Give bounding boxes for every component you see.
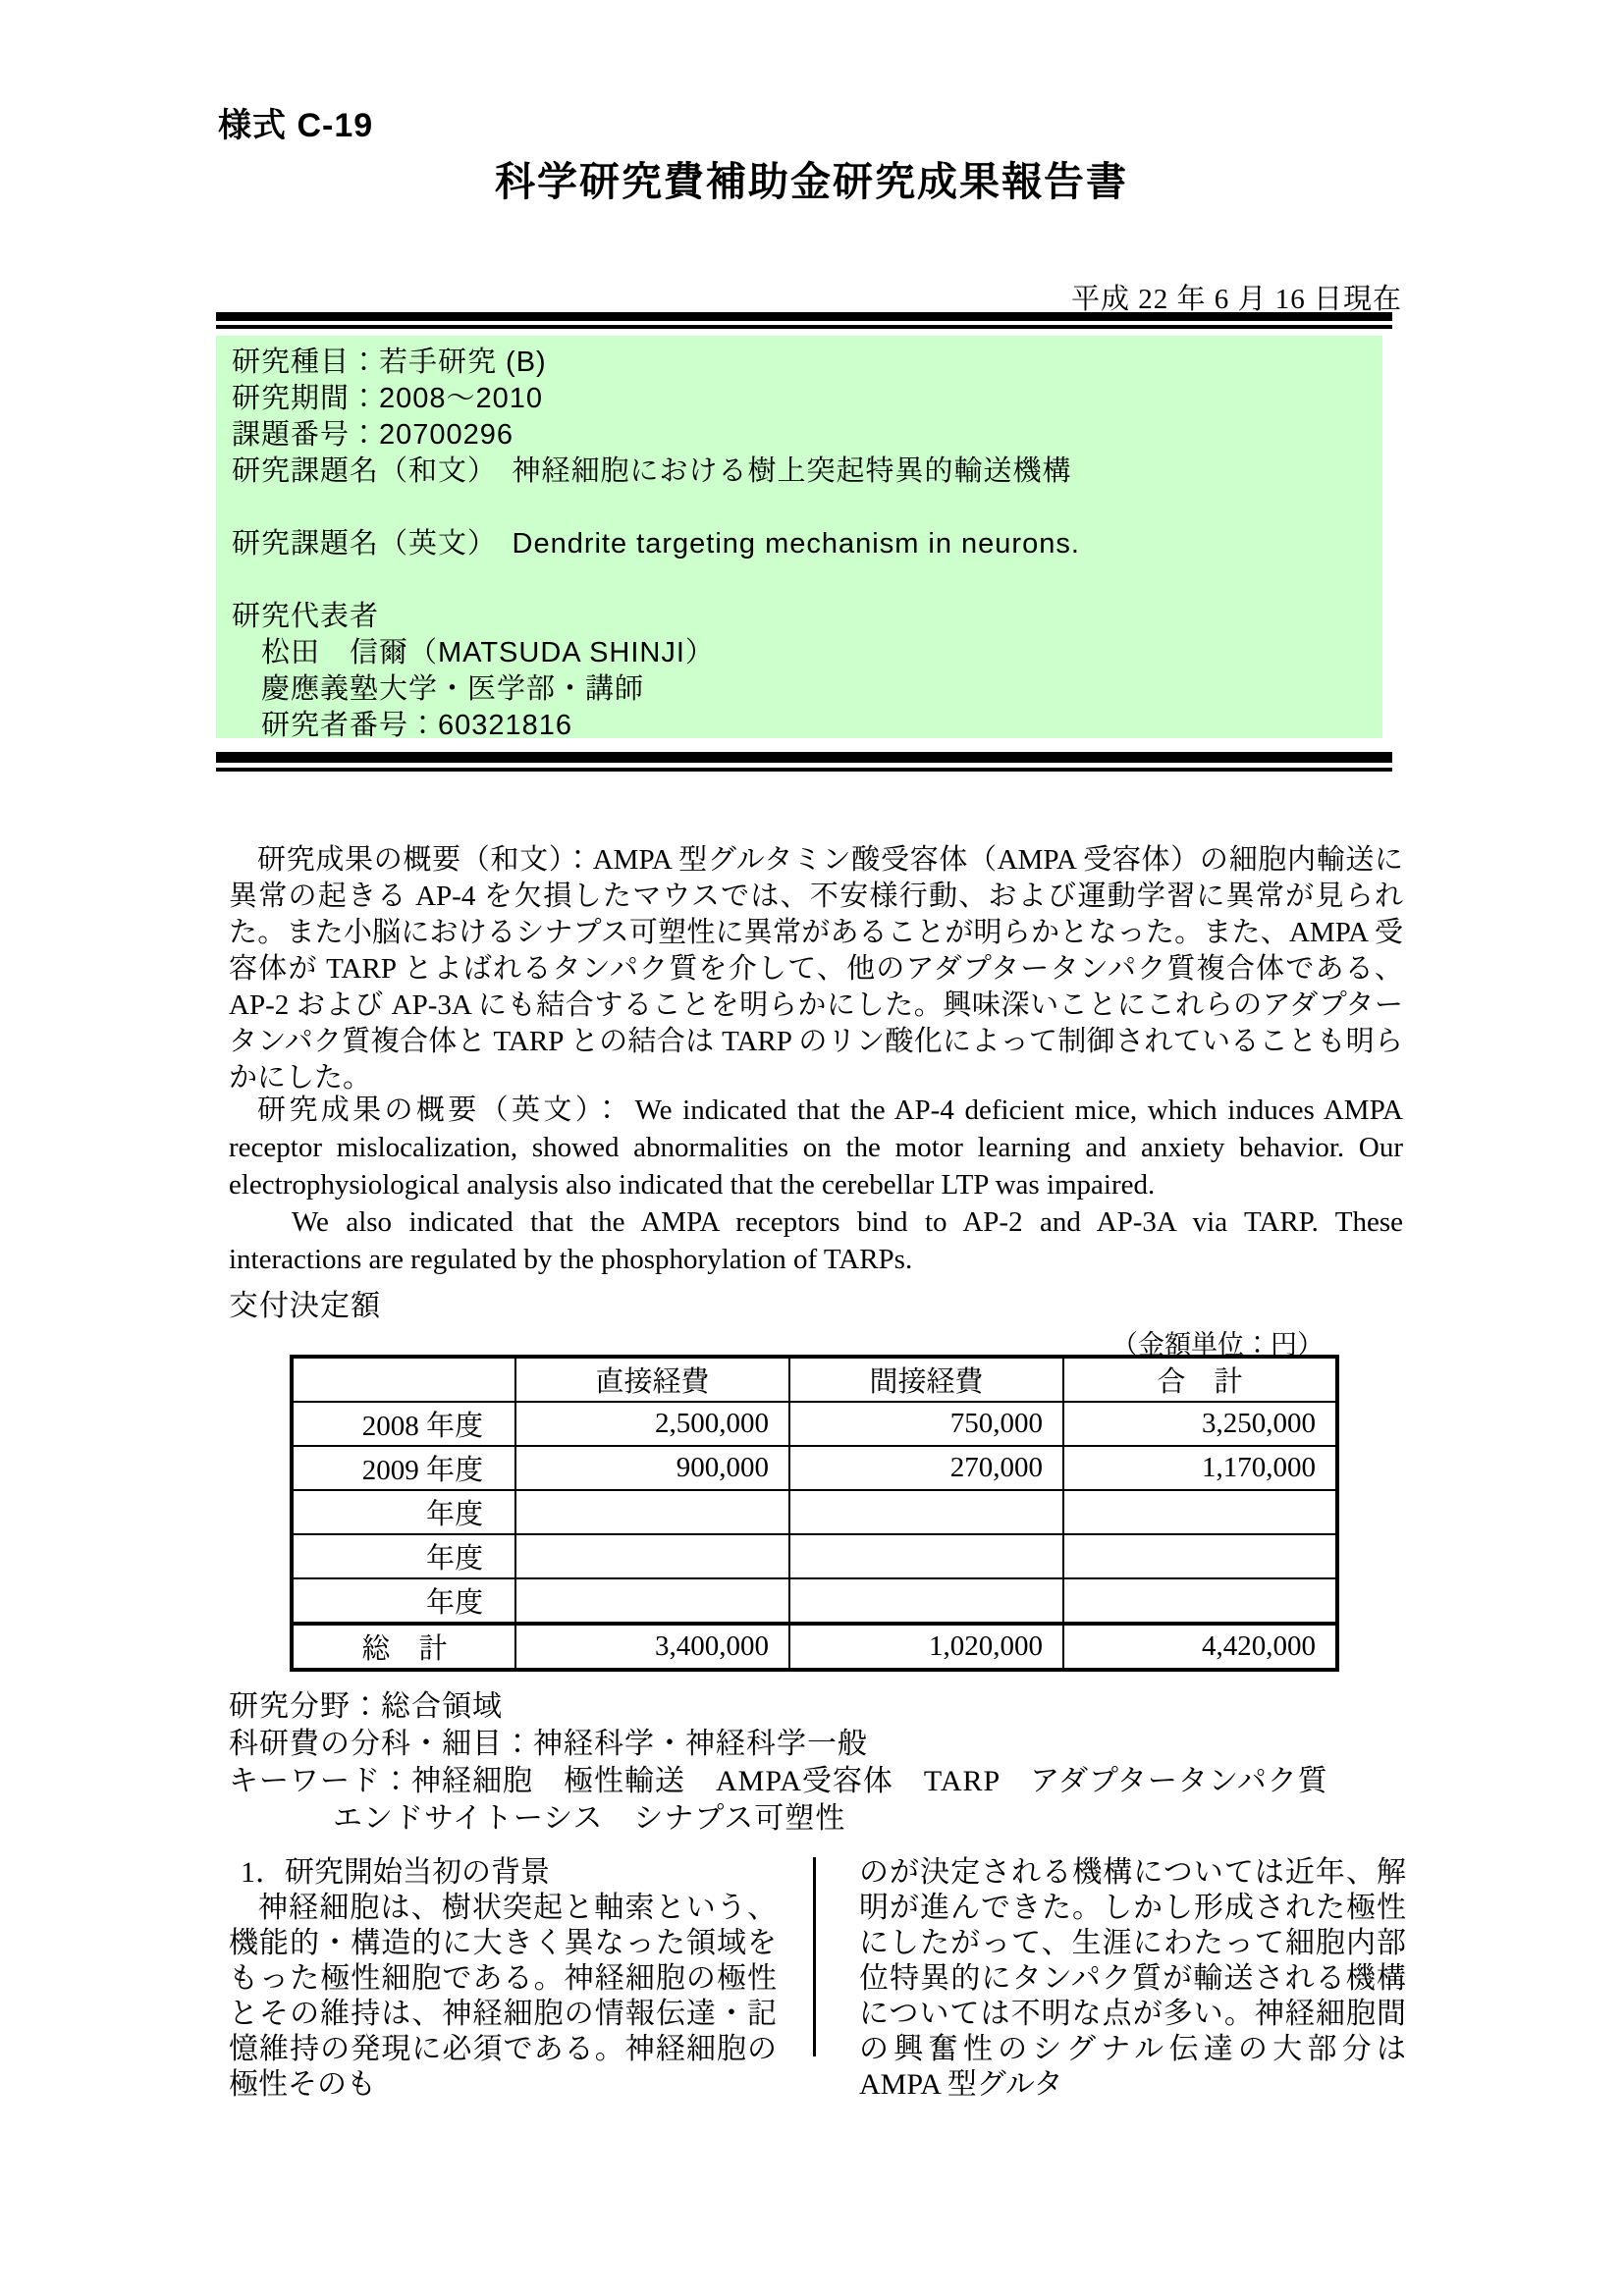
abstract-japanese: 研究成果の概要（和文）：AMPA 型グルタミン酸受容体（AMPA 受容体）の細胞内輸送に異常の起きる AP-4 を欠損したマウスでは、不安様行動、および運動学習に異常が見られた。また小脳におけるシナプス可塑性に異常があることが明らかとなった。また、AMPA 受容体が TARP とよばれるタンパク質を介して、他のアダプタータンパク質複合体である、AP-2 および AP-3A にも結合することを明らかにした。興味深いことにこれらのアダプタータンパク質複合体と TARP との結合は TARP のリン酸化によって制御されていることも明らかにした。 — [229, 844, 1403, 1094]
kakenhi-category-line: 科研費の分科・細目：神経科学・神経科学一般 — [229, 1728, 868, 1760]
budget-cell-direct — [515, 1578, 789, 1624]
budget-cell-indirect: 1,020,000 — [789, 1624, 1063, 1670]
section1-right-text: のが決定される機構については近年、解明が進んできた。しかし形成された極性にしたがって、生涯にわたって細胞内部位特異的にタンパク質が輸送される機構については不明な点が多い。神経細胞間の興奮性のシグナル伝達の大部分は AMPA 型グルタ — [859, 1856, 1406, 2101]
budget-section-label: 交付決定額 — [229, 1290, 381, 1322]
budget-unit-note: （金額単位：円） — [1111, 1330, 1324, 1360]
research-field-line: 研究分野：総合領域 — [229, 1690, 503, 1723]
budget-cell-total — [1063, 1490, 1337, 1534]
summary-line-title-ja: 研究課題名（和文） 神経細胞における樹上突起特異的輸送機構 — [232, 455, 1072, 487]
budget-row-empty-3 — [292, 1578, 1337, 1624]
budget-row-label: 年度 — [292, 1534, 515, 1578]
budget-cell-indirect — [789, 1534, 1063, 1578]
budget-cell-direct: 900,000 — [515, 1446, 789, 1490]
budget-row-label: 2008 年度 — [292, 1402, 515, 1446]
budget-header-indirect: 間接経費 — [789, 1357, 1063, 1402]
summary-line-period: 研究期間：2008～2010 — [232, 383, 544, 414]
budget-cell-direct: 3,400,000 — [515, 1624, 789, 1670]
keywords-line-1: キーワード：神経細胞 極性輸送 AMPA受容体 TARP アダプタータンパク質 — [229, 1765, 1328, 1797]
summary-line-kind: 研究種目：若手研究 (B) — [232, 347, 547, 378]
classification-fields — [229, 1688, 1407, 1838]
summary-line-title-en: 研究課題名（英文） Dendrite targeting mechanism in neurons. — [232, 528, 1080, 560]
budget-header-empty — [292, 1357, 515, 1402]
budget-cell-total: 3,250,000 — [1063, 1402, 1337, 1446]
budget-row-2008 — [292, 1402, 1337, 1446]
budget-cell-indirect: 750,000 — [789, 1402, 1063, 1446]
budget-row-label: 2009 年度 — [292, 1446, 515, 1490]
section1-right-column — [859, 1855, 1406, 2103]
budget-cell-direct — [515, 1490, 789, 1534]
budget-header-total: 合 計 — [1063, 1357, 1337, 1402]
budget-row-2009 — [292, 1446, 1337, 1490]
abstract-english-paragraph-2: We also indicated that the AMPA receptors bind to AP-2 and AP-3A via TARP. These interactions are regulated by the phosphorylation of TARPs. — [229, 1206, 1403, 1275]
summary-box — [216, 336, 1382, 741]
budget-row-label: 年度 — [292, 1490, 515, 1534]
summary-line-pi-name: 松田 信爾（MATSUDA SHINJI） — [232, 637, 715, 668]
budget-cell-indirect: 270,000 — [789, 1446, 1063, 1490]
budget-row-empty-2 — [292, 1534, 1337, 1578]
column-divider-rule — [813, 1857, 816, 2056]
form-code: 様式 C-19 — [218, 107, 374, 144]
budget-cell-total: 1,170,000 — [1063, 1446, 1337, 1490]
keywords-line-2: エンドサイトーシス シナプス可塑性 — [333, 1802, 846, 1835]
summary-line-pi-affiliation: 慶應義塾大学・医学部・講師 — [232, 673, 645, 705]
summary-line-blank — [232, 562, 1373, 599]
budget-cell-indirect — [789, 1578, 1063, 1624]
budget-cell-total: 4,420,000 — [1063, 1624, 1337, 1670]
bottom-double-rule — [216, 752, 1392, 772]
budget-row-label: 年度 — [292, 1578, 515, 1624]
summary-line-blank — [232, 490, 1373, 526]
budget-header-row — [292, 1357, 1337, 1402]
budget-row-grand-total — [292, 1624, 1337, 1670]
top-double-rule — [216, 312, 1392, 329]
section1-left-text: 神経細胞は、樹状突起と軸索という、機能的・構造的に大きく異なった領域をもった極性細胞である。神経細胞の極性とその維持は、神経細胞の情報伝達・記憶維持の発現に必須である。神経細胞の極性そのも — [229, 1892, 777, 2101]
budget-cell-direct: 2,500,000 — [515, 1402, 789, 1446]
budget-row-empty-1 — [292, 1490, 1337, 1534]
summary-line-number: 課題番号：20700296 — [232, 419, 514, 451]
date-line: 平成 22 年 6 月 16 日現在 — [1070, 284, 1402, 315]
section1-heading: 1．研究開始当初の背景 — [241, 1856, 550, 1889]
budget-cell-direct — [515, 1534, 789, 1578]
summary-line-pi-label: 研究代表者 — [232, 601, 380, 632]
budget-cell-indirect — [789, 1490, 1063, 1534]
budget-table — [290, 1355, 1339, 1672]
section1-left-column — [229, 1855, 777, 2103]
budget-row-label: 総 計 — [292, 1624, 515, 1670]
budget-cell-total — [1063, 1534, 1337, 1578]
abstract-english — [229, 1092, 1403, 1278]
abstract-english-paragraph-1: 研究成果の概要（英文）： We indicated that the AP-4 deficient mice, which induces AMPA receptor mislocalization, showed abnormalities on the motor learning and anxiety behavior. Our electrophysiological analysis also indicated that the cerebellar LTP was impaired. — [229, 1095, 1403, 1201]
budget-cell-total — [1063, 1578, 1337, 1624]
summary-line-pi-id: 研究者番号：60321816 — [232, 710, 573, 741]
budget-header-direct: 直接経費 — [515, 1357, 789, 1402]
document-title: 科学研究費補助金研究成果報告書 — [495, 159, 1128, 204]
